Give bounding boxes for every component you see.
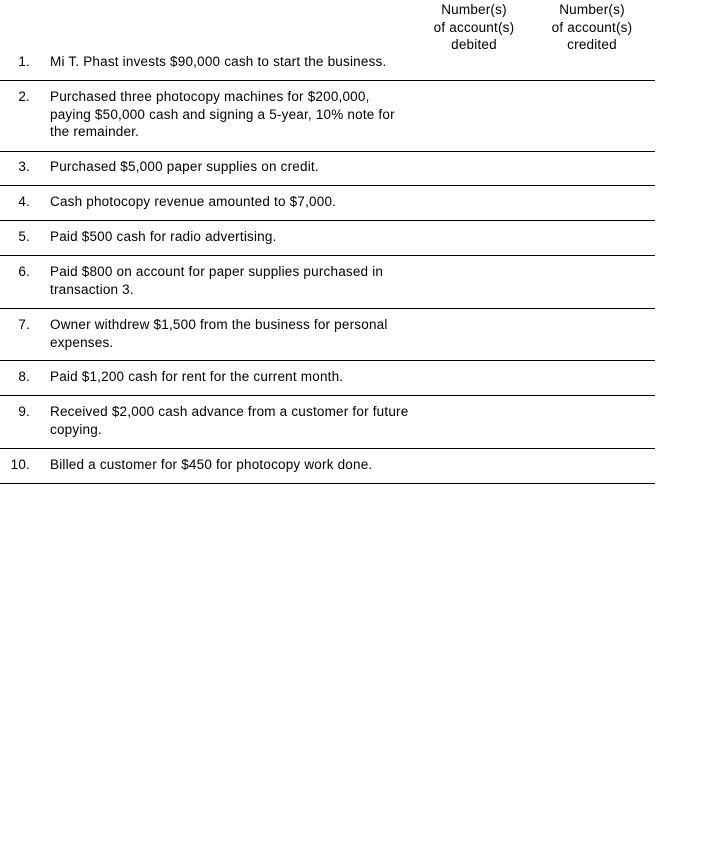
description-line: Billed a customer for $450 for photocopy work done. <box>50 457 373 472</box>
transaction-description <box>50 88 450 141</box>
description-line: expenses. <box>50 334 114 350</box>
transaction-description <box>50 263 450 298</box>
header-line: debited <box>451 37 497 52</box>
header-line: credited <box>567 37 617 52</box>
transaction-row-2 <box>0 80 655 152</box>
transaction-number: 4. <box>18 194 30 209</box>
transaction-row-3 <box>0 152 655 186</box>
transaction-description <box>50 228 450 246</box>
description-line: Paid $1,200 cash for rent for the current month. <box>50 369 344 384</box>
transaction-description <box>50 456 450 474</box>
description-line: paying $50,000 cash and signing a 5-year, 10% note for <box>50 106 395 122</box>
transaction-row-5 <box>0 221 655 256</box>
description-line: Owner withdrew $1,500 from the business for personal <box>50 317 388 332</box>
description-line: Paid $800 on account for paper supplies purchased in <box>50 264 384 279</box>
description-line: Received $2,000 cash advance from a customer for future <box>50 404 409 419</box>
header-line: of account(s) <box>433 19 515 35</box>
transaction-description <box>50 368 450 386</box>
transaction-row-9 <box>0 396 655 449</box>
transaction-number: 1. <box>18 54 30 69</box>
header-line: Number(s) <box>441 2 507 17</box>
description-line: Paid $500 cash for radio advertising. <box>50 229 277 244</box>
transaction-row-1 <box>0 53 655 81</box>
transaction-row-8 <box>0 361 655 396</box>
description-line: the remainder. <box>50 124 140 139</box>
description-line: Purchased three photocopy machines for $200,000, <box>50 89 370 104</box>
transaction-row-6 <box>0 256 655 309</box>
column-header-debited <box>423 1 525 54</box>
transaction-number: 6. <box>18 264 30 279</box>
transaction-number: 5. <box>18 229 30 244</box>
transaction-description <box>50 193 450 211</box>
description-line: copying. <box>50 421 102 437</box>
transaction-number: 3. <box>18 159 30 174</box>
transaction-number: 10. <box>10 457 30 472</box>
transaction-description <box>50 158 450 176</box>
transaction-number: 8. <box>18 369 30 384</box>
description-line: Cash photocopy revenue amounted to $7,000. <box>50 194 337 209</box>
transaction-description <box>50 403 450 438</box>
transaction-description <box>50 53 450 71</box>
header-line: Number(s) <box>559 2 625 17</box>
transaction-row-7 <box>0 309 655 361</box>
header-line: of account(s) <box>551 19 633 35</box>
description-line: Mi T. Phast invests $90,000 cash to start the business. <box>50 54 387 69</box>
transaction-row-10 <box>0 449 655 484</box>
transaction-row-4 <box>0 186 655 221</box>
column-header-credited <box>541 1 643 54</box>
description-line: Purchased $5,000 paper supplies on credit. <box>50 159 319 174</box>
transaction-description <box>50 316 450 351</box>
transaction-number: 7. <box>18 317 30 332</box>
transaction-number: 2. <box>18 89 30 104</box>
description-line: transaction 3. <box>50 281 134 297</box>
transaction-number: 9. <box>18 404 30 419</box>
